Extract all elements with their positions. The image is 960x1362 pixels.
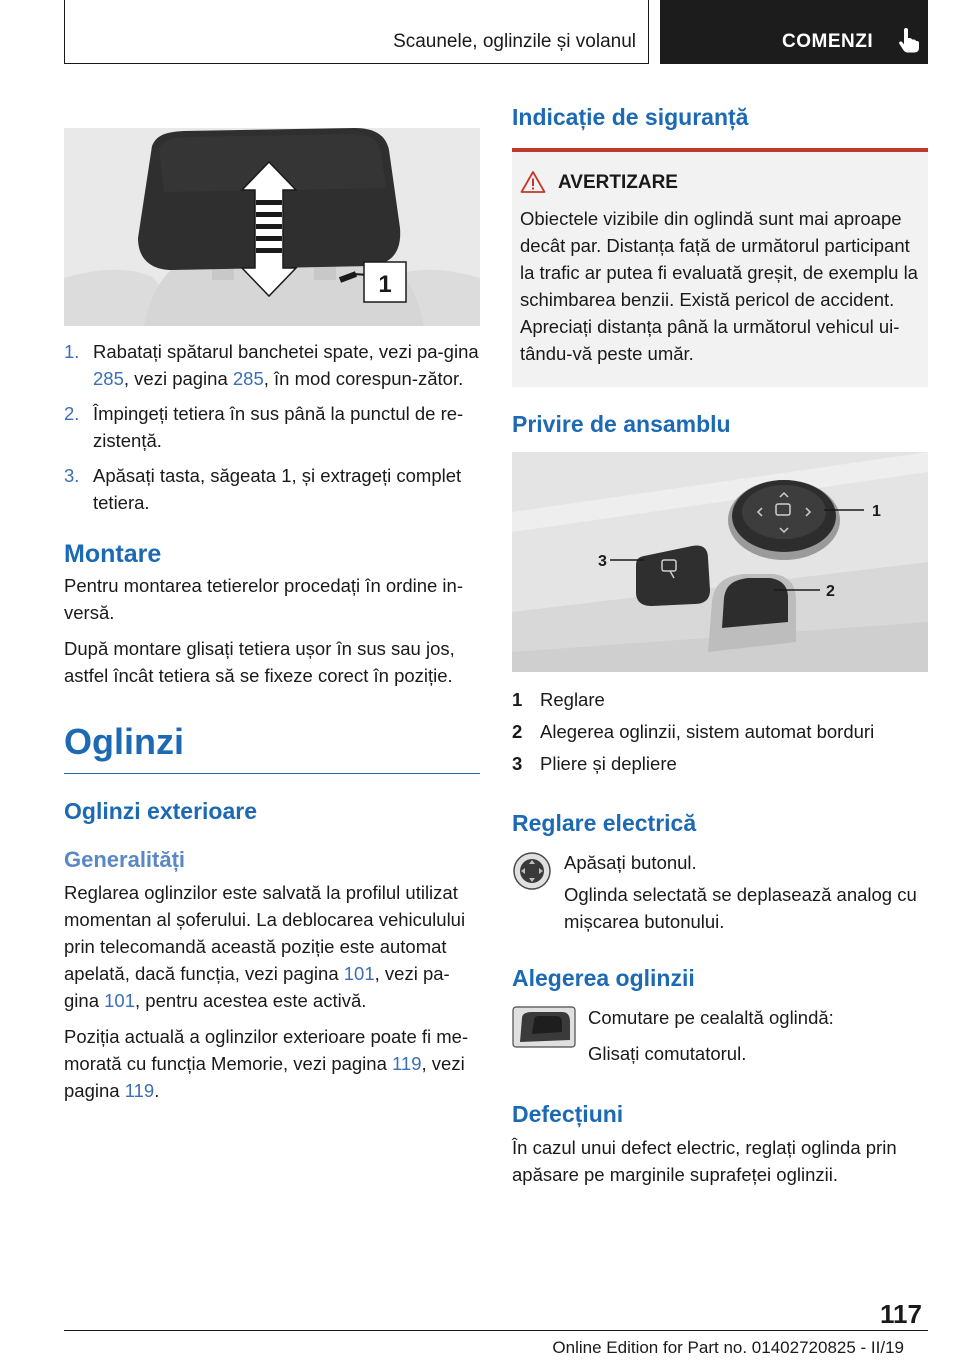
memorie-paragraph bbox=[64, 1023, 480, 1104]
left-column bbox=[64, 128, 480, 1104]
steps-list bbox=[64, 338, 480, 516]
step-text: Rabatați spătarul banchetei spate, vezi pa-gina bbox=[93, 341, 479, 362]
step-number: 3. bbox=[64, 465, 80, 486]
page-link[interactable]: 285 bbox=[93, 368, 124, 389]
oglinzi-exterioare-heading: Oglinzi exterioare bbox=[64, 798, 258, 824]
figure-label: 3 bbox=[598, 553, 607, 570]
mirror-select-row bbox=[512, 1004, 928, 1067]
step-number: 2. bbox=[64, 403, 80, 424]
select-paragraph: Glisați comutatorul. bbox=[588, 1043, 747, 1064]
montare-paragraph: Pentru montarea tetierelor procedați în ordine in-versă. bbox=[64, 575, 463, 623]
warning-title-text: AVERTIZARE bbox=[558, 172, 678, 193]
legend-list bbox=[512, 684, 928, 780]
step-text: , în mod corespun-zător. bbox=[263, 368, 464, 389]
legend-item bbox=[512, 716, 928, 748]
legend-item bbox=[512, 684, 928, 716]
header-chapter-tab[interactable]: COMENZI bbox=[660, 0, 928, 64]
step-text: Împingeți tetiera în sus până la punctul de re-zistență. bbox=[93, 403, 464, 451]
overview-heading: Privire de ansamblu bbox=[512, 411, 731, 437]
right-column bbox=[512, 96, 928, 1188]
legend-label: Pliere și depliere bbox=[540, 753, 677, 774]
legend-number: 1 bbox=[512, 689, 523, 710]
montare-heading: Montare bbox=[64, 540, 162, 568]
paragraph-text: , vezi pa-gina bbox=[64, 963, 450, 1011]
page-link[interactable]: 285 bbox=[232, 368, 264, 389]
paragraph-text: , vezi pagina bbox=[64, 1053, 465, 1101]
step-text: , vezi pagina bbox=[123, 368, 233, 389]
step-item bbox=[64, 400, 480, 454]
mirror-controls-figure bbox=[512, 452, 928, 672]
generalitati-paragraph bbox=[64, 879, 480, 1014]
warning-text: Obiectele vizibile din oglindă sunt mai aproape decât par. Distanța față de următorul participant la trafic ar putea fi evaluată greșit, de exemplu la schimbarea benzii. Există pericol de accident. Apreciați distanța până la următorul vehicul ui-tându-vă peste umăr. bbox=[520, 208, 918, 364]
warning-triangle-icon bbox=[520, 170, 546, 194]
montare-paragraph: După montare glisați tetiera ușor în sus sau jos, astfel încât tetiera să se fixeze corect în poziție. bbox=[64, 638, 455, 686]
step-item bbox=[64, 338, 480, 392]
legend-label: Reglare bbox=[540, 689, 605, 710]
step-item bbox=[64, 462, 480, 516]
step-text: Apăsați tasta, săgeata 1, și extrageți complet tetiera. bbox=[93, 465, 462, 513]
mirror-joystick-icon bbox=[512, 851, 552, 891]
mirror-switch-icon bbox=[512, 1006, 576, 1048]
paragraph-text: Poziția actuală a oglinzilor exterioare poate fi me-morată cu funcția Memorie, vezi pagina bbox=[64, 1026, 469, 1074]
legend-number: 3 bbox=[512, 753, 523, 774]
select-paragraph: Comutare pe cealaltă oglindă: bbox=[588, 1007, 834, 1028]
electric-adjust-row bbox=[512, 849, 928, 876]
defectiuni-heading: Defecțiuni bbox=[512, 1101, 624, 1127]
headrest-figure-label: 1 bbox=[378, 271, 392, 298]
legend-item bbox=[512, 748, 928, 780]
paragraph-text: Reglarea oglinzilor este salvată la profilul utilizat momentan al șoferului. La deblocarea vehiculului prin telecomandă această poziție este automat apelată, dacă funcția, vezi pagina bbox=[64, 882, 466, 984]
footer-rule bbox=[64, 1330, 928, 1331]
page-link[interactable]: 101 bbox=[343, 963, 375, 984]
safety-heading: Indicație de siguranță bbox=[512, 104, 749, 130]
figure-label: 1 bbox=[872, 503, 881, 520]
figure-label: 2 bbox=[826, 583, 835, 600]
paragraph-text: , pentru acestea este activă. bbox=[135, 990, 367, 1011]
legend-number: 2 bbox=[512, 721, 523, 742]
header-section-title: Scaunele, oglinzile și volanul bbox=[64, 0, 649, 64]
pointing-hand-icon bbox=[898, 27, 920, 53]
alegerea-oglinzii-heading: Alegerea oglinzii bbox=[512, 965, 695, 991]
electric-paragraph bbox=[512, 881, 928, 935]
paragraph-text: Oglinda selectată se deplasează analog cu mișcarea butonului. bbox=[564, 884, 917, 932]
page-link[interactable]: 101 bbox=[104, 990, 135, 1011]
paragraph-text: . bbox=[154, 1080, 160, 1101]
oglinzi-heading: Oglinzi bbox=[64, 721, 184, 762]
step-number: 1. bbox=[64, 341, 80, 362]
headrest-figure bbox=[64, 128, 480, 326]
page-link[interactable]: 119 bbox=[124, 1080, 155, 1101]
warning-box bbox=[512, 148, 928, 387]
heading-rule bbox=[64, 773, 480, 774]
warning-title bbox=[558, 172, 922, 194]
generalitati-heading: Generalități bbox=[64, 847, 186, 872]
defectiuni-paragraph: În cazul unui defect electric, reglați oglinda prin apăsare pe marginile suprafeței oglinzii. bbox=[512, 1137, 897, 1185]
electric-paragraph: Apăsați butonul. bbox=[564, 852, 697, 873]
page-number: 117 bbox=[880, 1299, 922, 1329]
reglare-electrica-heading: Reglare electrică bbox=[512, 810, 697, 836]
footer-edition: Online Edition for Part no. 01402720825 - II/19 bbox=[552, 1338, 904, 1357]
legend-label: Alegerea oglinzii, sistem automat borduri bbox=[540, 721, 875, 742]
page-link[interactable]: 119 bbox=[392, 1053, 422, 1074]
